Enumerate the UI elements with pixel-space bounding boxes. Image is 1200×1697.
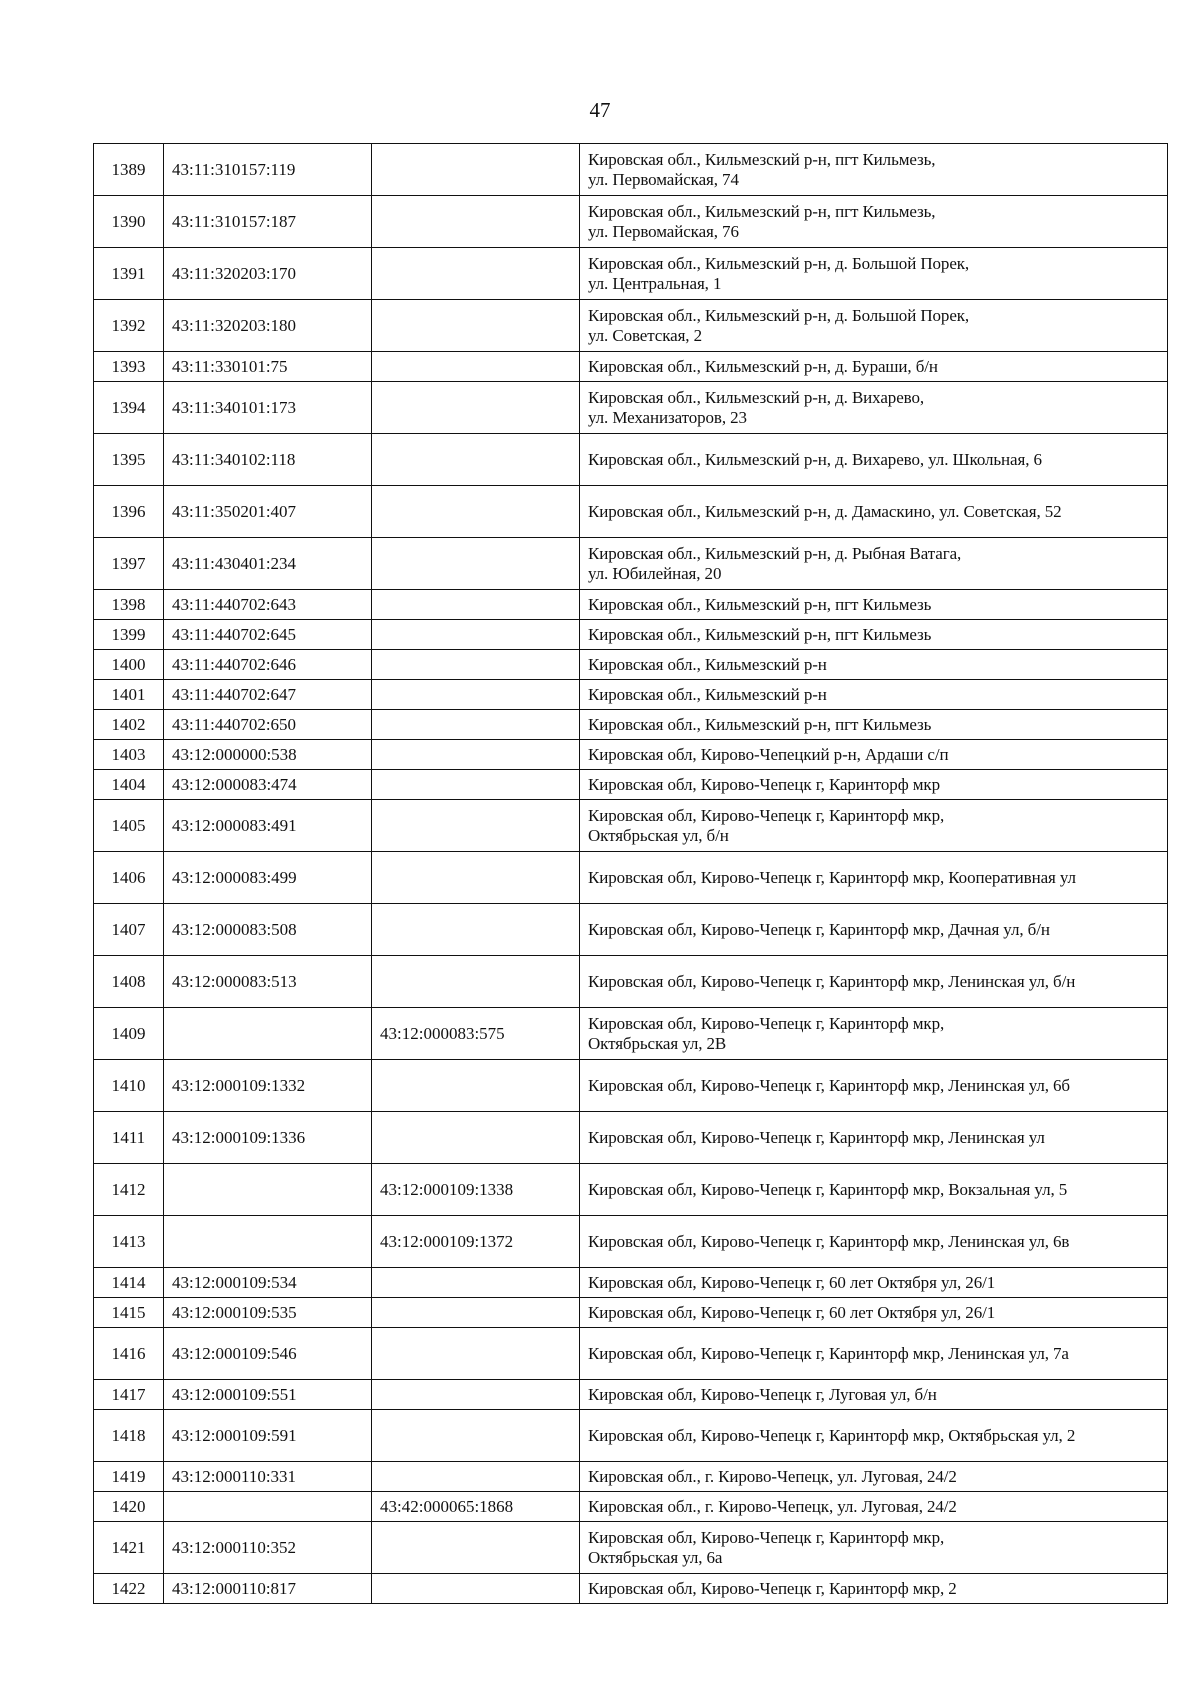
cadastral-number-cell: 43:11:330101:75 bbox=[164, 352, 372, 382]
cadastral-number-cell: 43:11:310157:187 bbox=[164, 196, 372, 248]
address-cell bbox=[580, 352, 1168, 382]
address-line: ул. Центральная, 1 bbox=[588, 273, 722, 293]
cadastral-number-cell: 43:11:440702:650 bbox=[164, 710, 372, 740]
table-row bbox=[94, 1008, 1168, 1060]
table-row bbox=[94, 1522, 1168, 1574]
table-row bbox=[94, 1216, 1168, 1268]
cadastral-alt-number-cell bbox=[372, 1380, 580, 1410]
cadastral-number-cell: 43:12:000109:551 bbox=[164, 1380, 372, 1410]
address-cell bbox=[580, 538, 1168, 590]
address-cell bbox=[580, 1164, 1168, 1216]
row-number-cell: 1389 bbox=[94, 144, 164, 196]
cadastral-number-cell: 43:12:000109:1336 bbox=[164, 1112, 372, 1164]
registry-body bbox=[94, 144, 1168, 1604]
address-line: Кировская обл, Кирово-Чепецк г, Каринторф мкр, bbox=[588, 1527, 945, 1547]
address-cell bbox=[580, 770, 1168, 800]
cadastral-alt-number-cell bbox=[372, 590, 580, 620]
cadastral-number-cell bbox=[164, 1008, 372, 1060]
table-row bbox=[94, 1462, 1168, 1492]
row-number-cell: 1408 bbox=[94, 956, 164, 1008]
cadastral-number-cell: 43:12:000083:491 bbox=[164, 800, 372, 852]
table-row bbox=[94, 434, 1168, 486]
cadastral-number-cell: 43:12:000110:817 bbox=[164, 1574, 372, 1604]
address-cell bbox=[580, 1216, 1168, 1268]
row-number-cell: 1419 bbox=[94, 1462, 164, 1492]
address-cell bbox=[580, 1410, 1168, 1462]
address-line: Кировская обл., Кильмезский р-н, д. Вихарево, ул. Школьная, 6 bbox=[588, 449, 1042, 469]
row-number-cell: 1398 bbox=[94, 590, 164, 620]
address-cell bbox=[580, 1522, 1168, 1574]
row-number-cell: 1412 bbox=[94, 1164, 164, 1216]
cadastral-alt-number-cell bbox=[372, 538, 580, 590]
address-line: Кировская обл., г. Кирово-Чепецк, ул. Луговая, 24/2 bbox=[588, 1496, 957, 1516]
address-cell bbox=[580, 1328, 1168, 1380]
cadastral-alt-number-cell bbox=[372, 956, 580, 1008]
address-cell bbox=[580, 1298, 1168, 1328]
address-line: Кировская обл, Кирово-Чепецк г, Каринторф мкр, Ленинская ул, 7а bbox=[588, 1343, 1069, 1363]
row-number-cell: 1403 bbox=[94, 740, 164, 770]
table-row bbox=[94, 710, 1168, 740]
row-number-cell: 1417 bbox=[94, 1380, 164, 1410]
address-line: Кировская обл, Кирово-Чепецк г, Каринторф мкр bbox=[588, 774, 940, 794]
address-line: Кировская обл., Кильмезский р-н, д. Большой Порек, bbox=[588, 253, 970, 273]
row-number-cell: 1421 bbox=[94, 1522, 164, 1574]
cadastral-number-cell: 43:12:000110:352 bbox=[164, 1522, 372, 1574]
address-line: Кировская обл, Кирово-Чепецк г, Луговая ул, б/н bbox=[588, 1384, 937, 1404]
cadastral-number-cell: 43:12:000083:513 bbox=[164, 956, 372, 1008]
table-row bbox=[94, 620, 1168, 650]
table-row bbox=[94, 144, 1168, 196]
row-number-cell: 1418 bbox=[94, 1410, 164, 1462]
cadastral-number-cell: 43:12:000109:534 bbox=[164, 1268, 372, 1298]
table-row bbox=[94, 680, 1168, 710]
cadastral-alt-number-cell bbox=[372, 1410, 580, 1462]
table-row bbox=[94, 248, 1168, 300]
row-number-cell: 1420 bbox=[94, 1492, 164, 1522]
table-row bbox=[94, 1410, 1168, 1462]
table-row bbox=[94, 1380, 1168, 1410]
address-line: Кировская обл, Кирово-Чепецк г, 60 лет Октября ул, 26/1 bbox=[588, 1302, 996, 1322]
cadastral-alt-number-cell bbox=[372, 650, 580, 680]
address-line: Кировская обл., Кильмезский р-н, д. Дамаскино, ул. Советская, 52 bbox=[588, 501, 1062, 521]
cadastral-alt-number-cell bbox=[372, 904, 580, 956]
table-row bbox=[94, 1112, 1168, 1164]
table-row bbox=[94, 904, 1168, 956]
address-cell bbox=[580, 650, 1168, 680]
table-row bbox=[94, 486, 1168, 538]
address-cell bbox=[580, 590, 1168, 620]
address-line: Кировская обл, Кирово-Чепецк г, Каринторф мкр, Ленинская ул bbox=[588, 1127, 1045, 1147]
address-cell bbox=[580, 1060, 1168, 1112]
row-number-cell: 1407 bbox=[94, 904, 164, 956]
address-line: Октябрьская ул, б/н bbox=[588, 825, 729, 845]
cadastral-alt-number-cell bbox=[372, 770, 580, 800]
cadastral-alt-number-cell bbox=[372, 248, 580, 300]
address-line: Кировская обл., Кильмезский р-н, д. Рыбная Ватага, bbox=[588, 543, 962, 563]
row-number-cell: 1390 bbox=[94, 196, 164, 248]
cadastral-alt-number-cell bbox=[372, 1574, 580, 1604]
row-number-cell: 1409 bbox=[94, 1008, 164, 1060]
address-cell bbox=[580, 1492, 1168, 1522]
row-number-cell: 1400 bbox=[94, 650, 164, 680]
row-number-cell: 1401 bbox=[94, 680, 164, 710]
address-cell bbox=[580, 740, 1168, 770]
table-row bbox=[94, 852, 1168, 904]
cadastral-number-cell: 43:11:310157:119 bbox=[164, 144, 372, 196]
row-number-cell: 1416 bbox=[94, 1328, 164, 1380]
table-row bbox=[94, 1298, 1168, 1328]
address-line: Кировская обл, Кирово-Чепецк г, Каринторф мкр, Вокзальная ул, 5 bbox=[588, 1179, 1068, 1199]
row-number-cell: 1392 bbox=[94, 300, 164, 352]
table-row bbox=[94, 740, 1168, 770]
address-cell bbox=[580, 382, 1168, 434]
table-row bbox=[94, 800, 1168, 852]
address-line: Кировская обл., Кильмезский р-н, пгт Кильмезь bbox=[588, 594, 932, 614]
cadastral-number-cell: 43:12:000109:591 bbox=[164, 1410, 372, 1462]
address-line: Кировская обл., Кильмезский р-н, д. Бураши, б/н bbox=[588, 356, 938, 376]
row-number-cell: 1406 bbox=[94, 852, 164, 904]
address-line: Кировская обл, Кирово-Чепецк г, Каринторф мкр, Ленинская ул, 6в bbox=[588, 1231, 1070, 1251]
row-number-cell: 1410 bbox=[94, 1060, 164, 1112]
address-cell bbox=[580, 144, 1168, 196]
address-line: Кировская обл, Кирово-Чепецк г, Каринторф мкр, 2 bbox=[588, 1578, 957, 1598]
row-number-cell: 1415 bbox=[94, 1298, 164, 1328]
table-row bbox=[94, 538, 1168, 590]
cadastral-alt-number-cell bbox=[372, 1298, 580, 1328]
address-cell bbox=[580, 1462, 1168, 1492]
address-line: Кировская обл., Кильмезский р-н, пгт Кильмезь bbox=[588, 624, 932, 644]
cadastral-number-cell: 43:11:320203:170 bbox=[164, 248, 372, 300]
table-row bbox=[94, 650, 1168, 680]
cadastral-alt-number-cell bbox=[372, 1060, 580, 1112]
cadastral-number-cell: 43:11:440702:646 bbox=[164, 650, 372, 680]
table-row bbox=[94, 956, 1168, 1008]
table-row bbox=[94, 590, 1168, 620]
cadastral-number-cell: 43:11:440702:645 bbox=[164, 620, 372, 650]
address-line: Кировская обл., Кильмезский р-н, д. Вихарево, bbox=[588, 387, 925, 407]
row-number-cell: 1394 bbox=[94, 382, 164, 434]
address-line: Кировская обл, Кирово-Чепецк г, Каринторф мкр, Дачная ул, б/н bbox=[588, 919, 1050, 939]
row-number-cell: 1395 bbox=[94, 434, 164, 486]
address-cell bbox=[580, 956, 1168, 1008]
table-row bbox=[94, 1164, 1168, 1216]
row-number-cell: 1404 bbox=[94, 770, 164, 800]
address-cell bbox=[580, 620, 1168, 650]
cadastral-alt-number-cell bbox=[372, 800, 580, 852]
cadastral-alt-number-cell bbox=[372, 852, 580, 904]
row-number-cell: 1399 bbox=[94, 620, 164, 650]
cadastral-alt-number-cell: 43:12:000109:1338 bbox=[372, 1164, 580, 1216]
row-number-cell: 1393 bbox=[94, 352, 164, 382]
cadastral-alt-number-cell bbox=[372, 1112, 580, 1164]
row-number-cell: 1414 bbox=[94, 1268, 164, 1298]
cadastral-alt-number-cell bbox=[372, 680, 580, 710]
cadastral-number-cell: 43:11:340101:173 bbox=[164, 382, 372, 434]
address-cell bbox=[580, 248, 1168, 300]
property-registry-table bbox=[93, 143, 1168, 1604]
row-number-cell: 1422 bbox=[94, 1574, 164, 1604]
address-cell bbox=[580, 300, 1168, 352]
address-line: Кировская обл., Кильмезский р-н, пгт Кильмезь bbox=[588, 714, 932, 734]
cadastral-number-cell: 43:12:000083:499 bbox=[164, 852, 372, 904]
cadastral-alt-number-cell bbox=[372, 382, 580, 434]
cadastral-number-cell: 43:11:440702:643 bbox=[164, 590, 372, 620]
row-number-cell: 1396 bbox=[94, 486, 164, 538]
cadastral-number-cell: 43:12:000109:535 bbox=[164, 1298, 372, 1328]
cadastral-alt-number-cell bbox=[372, 740, 580, 770]
address-line: Кировская обл., Кильмезский р-н, д. Большой Порек, bbox=[588, 305, 970, 325]
address-line: ул. Первомайская, 76 bbox=[588, 221, 739, 241]
address-line: Кировская обл., Кильмезский р-н bbox=[588, 654, 827, 674]
table-row bbox=[94, 1060, 1168, 1112]
address-line: Октябрьская ул, 2В bbox=[588, 1033, 727, 1053]
row-number-cell: 1402 bbox=[94, 710, 164, 740]
cadastral-number-cell: 43:11:320203:180 bbox=[164, 300, 372, 352]
address-line: Кировская обл., Кильмезский р-н, пгт Кильмезь, bbox=[588, 149, 936, 169]
address-cell bbox=[580, 434, 1168, 486]
page-number: 47 bbox=[589, 98, 611, 122]
cadastral-alt-number-cell: 43:12:000083:575 bbox=[372, 1008, 580, 1060]
address-line: ул. Советская, 2 bbox=[588, 325, 702, 345]
address-cell bbox=[580, 1112, 1168, 1164]
cadastral-number-cell: 43:11:350201:407 bbox=[164, 486, 372, 538]
cadastral-alt-number-cell bbox=[372, 144, 580, 196]
cadastral-alt-number-cell bbox=[372, 1462, 580, 1492]
address-line: Кировская обл, Кирово-Чепецк г, Каринторф мкр, Октябрьская ул, 2 bbox=[588, 1425, 1076, 1445]
address-cell bbox=[580, 904, 1168, 956]
cadastral-alt-number-cell bbox=[372, 1328, 580, 1380]
cadastral-number-cell: 43:11:430401:234 bbox=[164, 538, 372, 590]
table-row bbox=[94, 1492, 1168, 1522]
cadastral-alt-number-cell bbox=[372, 710, 580, 740]
row-number-cell: 1391 bbox=[94, 248, 164, 300]
cadastral-number-cell bbox=[164, 1164, 372, 1216]
cadastral-alt-number-cell bbox=[372, 486, 580, 538]
address-line: Октябрьская ул, 6а bbox=[588, 1547, 723, 1567]
cadastral-number-cell bbox=[164, 1216, 372, 1268]
cadastral-number-cell bbox=[164, 1492, 372, 1522]
cadastral-number-cell: 43:11:440702:647 bbox=[164, 680, 372, 710]
cadastral-number-cell: 43:12:000109:1332 bbox=[164, 1060, 372, 1112]
address-cell bbox=[580, 800, 1168, 852]
table-row bbox=[94, 300, 1168, 352]
table-row bbox=[94, 382, 1168, 434]
address-line: Кировская обл, Кирово-Чепецк г, 60 лет Октября ул, 26/1 bbox=[588, 1272, 996, 1292]
cadastral-number-cell: 43:12:000083:508 bbox=[164, 904, 372, 956]
table-row bbox=[94, 352, 1168, 382]
row-number-cell: 1397 bbox=[94, 538, 164, 590]
address-line: Кировская обл., Кильмезский р-н, пгт Кильмезь, bbox=[588, 201, 936, 221]
address-line: Кировская обл, Кирово-Чепецк г, Каринторф мкр, Кооперативная ул bbox=[588, 867, 1076, 887]
table-row bbox=[94, 770, 1168, 800]
address-line: Кировская обл, Кирово-Чепецк г, Каринторф мкр, bbox=[588, 1013, 945, 1033]
address-cell bbox=[580, 1574, 1168, 1604]
cadastral-alt-number-cell bbox=[372, 352, 580, 382]
address-line: Кировская обл., г. Кирово-Чепецк, ул. Луговая, 24/2 bbox=[588, 1466, 957, 1486]
cadastral-alt-number-cell bbox=[372, 620, 580, 650]
address-cell bbox=[580, 1380, 1168, 1410]
cadastral-alt-number-cell bbox=[372, 1268, 580, 1298]
address-line: Кировская обл, Кирово-Чепецк г, Каринторф мкр, bbox=[588, 805, 945, 825]
table-row bbox=[94, 1574, 1168, 1604]
address-line: ул. Механизаторов, 23 bbox=[588, 407, 747, 427]
address-cell bbox=[580, 1008, 1168, 1060]
address-line: Кировская обл, Кирово-Чепецкий р-н, Ардаши с/п bbox=[588, 744, 949, 764]
cadastral-number-cell: 43:12:000083:474 bbox=[164, 770, 372, 800]
table-row bbox=[94, 1328, 1168, 1380]
cadastral-alt-number-cell bbox=[372, 434, 580, 486]
cadastral-number-cell: 43:12:000110:331 bbox=[164, 1462, 372, 1492]
table-row bbox=[94, 1268, 1168, 1298]
cadastral-alt-number-cell: 43:42:000065:1868 bbox=[372, 1492, 580, 1522]
address-line: Кировская обл, Кирово-Чепецк г, Каринторф мкр, Ленинская ул, 6б bbox=[588, 1075, 1070, 1095]
address-line: Кировская обл, Кирово-Чепецк г, Каринторф мкр, Ленинская ул, б/н bbox=[588, 971, 1076, 991]
cadastral-number-cell: 43:12:000109:546 bbox=[164, 1328, 372, 1380]
cadastral-alt-number-cell bbox=[372, 1522, 580, 1574]
cadastral-alt-number-cell: 43:12:000109:1372 bbox=[372, 1216, 580, 1268]
address-line: Кировская обл., Кильмезский р-н bbox=[588, 684, 827, 704]
cadastral-number-cell: 43:11:340102:118 bbox=[164, 434, 372, 486]
address-cell bbox=[580, 852, 1168, 904]
address-line: ул. Первомайская, 74 bbox=[588, 169, 739, 189]
address-line: ул. Юбилейная, 20 bbox=[588, 563, 722, 583]
cadastral-alt-number-cell bbox=[372, 196, 580, 248]
row-number-cell: 1413 bbox=[94, 1216, 164, 1268]
address-cell bbox=[580, 196, 1168, 248]
address-cell bbox=[580, 710, 1168, 740]
table-row bbox=[94, 196, 1168, 248]
address-cell bbox=[580, 680, 1168, 710]
address-cell bbox=[580, 1268, 1168, 1298]
address-cell bbox=[580, 486, 1168, 538]
cadastral-alt-number-cell bbox=[372, 300, 580, 352]
row-number-cell: 1411 bbox=[94, 1112, 164, 1164]
cadastral-number-cell: 43:12:000000:538 bbox=[164, 740, 372, 770]
row-number-cell: 1405 bbox=[94, 800, 164, 852]
